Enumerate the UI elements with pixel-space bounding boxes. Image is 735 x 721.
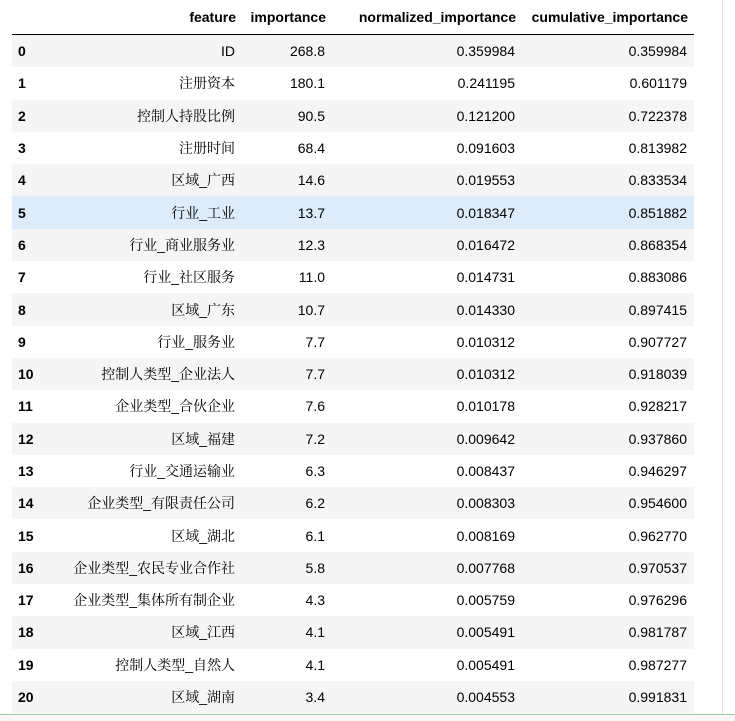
feature-cell: 控制人类型_企业法人 [101,366,235,383]
row-index: 4 [18,172,26,189]
feature-cell: 行业_交通运输业 [129,463,235,479]
normalized-importance-cell: 0.008169 [456,527,515,544]
table-row [12,132,694,164]
cumulative-importance-cell: 0.946297 [628,463,687,479]
cumulative-importance-cell: 0.970537 [628,559,687,576]
row-index: 20 [18,689,34,706]
table-row [12,487,694,519]
table-row [12,293,694,325]
importance-cell: 12.3 [297,236,325,253]
cumulative-importance-cell: 0.954600 [628,495,687,512]
feature-cell: 注册时间 [179,140,235,157]
feature-cell: 行业_服务业 [157,333,235,350]
cumulative-importance-cell: 0.868354 [628,236,687,253]
cumulative-importance-cell: 0.833534 [628,172,687,189]
table-row [12,229,694,261]
feature-cell: 控制人持股比例 [137,107,235,124]
cumulative-importance-cell: 0.976296 [628,592,687,609]
cumulative-importance-cell: 0.987277 [628,656,687,673]
row-index: 18 [18,624,34,641]
table-row [12,455,694,487]
normalized-importance-cell: 0.009642 [456,430,515,447]
table-row [12,326,694,358]
cumulative-importance-cell: 0.359984 [628,43,687,60]
row-index: 12 [18,430,34,447]
feature-cell: 行业_商业服务业 [129,236,235,253]
importance-cell: 4.1 [305,624,325,641]
importance-cell: 4.1 [305,656,325,673]
table-header-row [12,0,694,35]
normalized-importance-cell: 0.018347 [456,204,515,221]
normalized-importance-cell: 0.008303 [456,495,515,512]
header-index [12,0,48,35]
cumulative-importance-cell: 0.907727 [628,333,687,350]
importance-cell: 268.8 [289,43,325,60]
feature-cell: 区域_广东 [171,301,235,318]
feature-cell: 企业类型_农民专业合作社 [73,559,235,576]
normalized-importance-cell: 0.007768 [456,559,515,576]
table-row [12,164,694,196]
normalized-importance-cell: 0.010178 [456,398,515,415]
row-index: 5 [18,204,26,221]
importance-cell: 6.3 [305,463,325,479]
feature-cell: 区域_江西 [171,624,235,641]
normalized-importance-cell: 0.014731 [456,269,515,286]
row-index: 2 [18,107,26,124]
feature-importance-table [12,0,694,713]
feature-cell: 区域_湖南 [171,689,235,706]
normalized-importance-cell: 0.241195 [457,75,515,92]
feature-cell: 企业类型_有限责任公司 [87,495,235,512]
cumulative-importance-cell: 0.601179 [629,75,687,92]
row-index: 15 [18,527,34,544]
row-index: 13 [18,463,34,479]
table-row [12,67,694,99]
row-index: 6 [18,236,26,253]
cumulative-importance-cell: 0.851882 [628,204,687,221]
importance-cell: 7.6 [305,398,325,415]
normalized-importance-cell: 0.008437 [456,463,515,479]
feature-cell: ID [221,43,235,60]
feature-cell: 企业类型_集体所有制企业 [73,592,235,609]
cumulative-importance-cell: 0.897415 [628,301,687,318]
table-row [12,261,694,293]
normalized-importance-cell: 0.005759 [456,592,515,609]
importance-cell: 10.7 [297,301,325,318]
importance-cell: 6.1 [305,527,325,544]
importance-cell: 11.0 [298,269,325,286]
normalized-importance-cell: 0.010312 [456,333,515,350]
row-index: 11 [18,398,33,415]
table-row [12,649,694,681]
cumulative-importance-cell: 0.813982 [628,140,687,157]
table-row [12,358,694,390]
row-index: 19 [18,656,34,673]
feature-cell: 企业类型_合伙企业 [115,398,235,415]
table-row [12,390,694,422]
importance-cell: 6.2 [305,495,325,512]
importance-cell: 14.6 [297,172,325,189]
header-normalized-importance: normalized_importance [332,0,522,35]
importance-cell: 180.1 [289,75,325,92]
normalized-importance-cell: 0.004553 [456,689,515,706]
importance-cell: 3.4 [305,689,325,706]
table-row [12,100,694,132]
normalized-importance-cell: 0.016472 [456,236,515,253]
normalized-importance-cell: 0.010312 [456,366,515,383]
importance-cell: 7.7 [305,366,325,383]
table-row [12,423,694,455]
importance-cell: 5.8 [305,559,325,576]
importance-cell: 7.7 [305,333,325,350]
feature-cell: 行业_工业 [171,204,235,221]
feature-cell: 行业_社区服务 [143,269,235,286]
header-feature: feature [48,0,242,35]
normalized-importance-cell: 0.005491 [456,656,515,673]
importance-cell: 13.7 [297,204,325,221]
table-row [12,616,694,648]
row-index: 8 [18,301,26,318]
importance-cell: 68.4 [297,140,325,157]
importance-cell: 7.2 [305,430,325,447]
table-row [12,584,694,616]
normalized-importance-cell: 0.121200 [456,107,515,124]
feature-cell: 区域_湖北 [171,527,235,544]
cumulative-importance-cell: 0.981787 [628,624,687,641]
normalized-importance-cell: 0.091603 [456,140,515,157]
row-index: 17 [18,592,34,609]
row-index: 1 [18,75,26,92]
feature-cell: 区域_福建 [171,430,235,447]
row-index: 3 [18,140,26,157]
table-row [12,552,694,584]
row-index: 10 [18,366,34,383]
importance-cell: 4.3 [305,592,325,609]
normalized-importance-cell: 0.014330 [456,301,515,318]
cumulative-importance-cell: 0.883086 [628,269,687,286]
cell-divider [722,0,723,714]
feature-cell: 区域_广西 [171,172,235,189]
feature-cell: 控制人类型_自然人 [115,656,235,673]
cumulative-importance-cell: 0.918039 [628,366,687,383]
normalized-importance-cell: 0.019553 [456,172,515,189]
table-row [12,196,694,228]
table-body [12,35,694,714]
table-row [12,681,694,713]
cumulative-importance-cell: 0.962770 [628,527,687,544]
row-index: 9 [18,333,26,350]
header-importance: importance [242,0,332,35]
normalized-importance-cell: 0.005491 [456,624,515,641]
row-index: 16 [18,559,34,576]
row-index: 14 [18,495,34,512]
dataframe-output [12,0,694,713]
cumulative-importance-cell: 0.928217 [628,398,687,415]
cumulative-importance-cell: 0.722378 [628,107,687,124]
normalized-importance-cell: 0.359984 [456,43,515,60]
header-cumulative-importance: cumulative_importance [522,0,694,35]
table-row [12,519,694,551]
row-index: 0 [18,43,26,60]
cumulative-importance-cell: 0.991831 [628,689,687,706]
feature-cell: 注册资本 [179,75,235,92]
importance-cell: 90.5 [297,107,325,124]
row-index: 7 [18,269,26,286]
cumulative-importance-cell: 0.937860 [628,430,687,447]
table-row [12,35,694,68]
